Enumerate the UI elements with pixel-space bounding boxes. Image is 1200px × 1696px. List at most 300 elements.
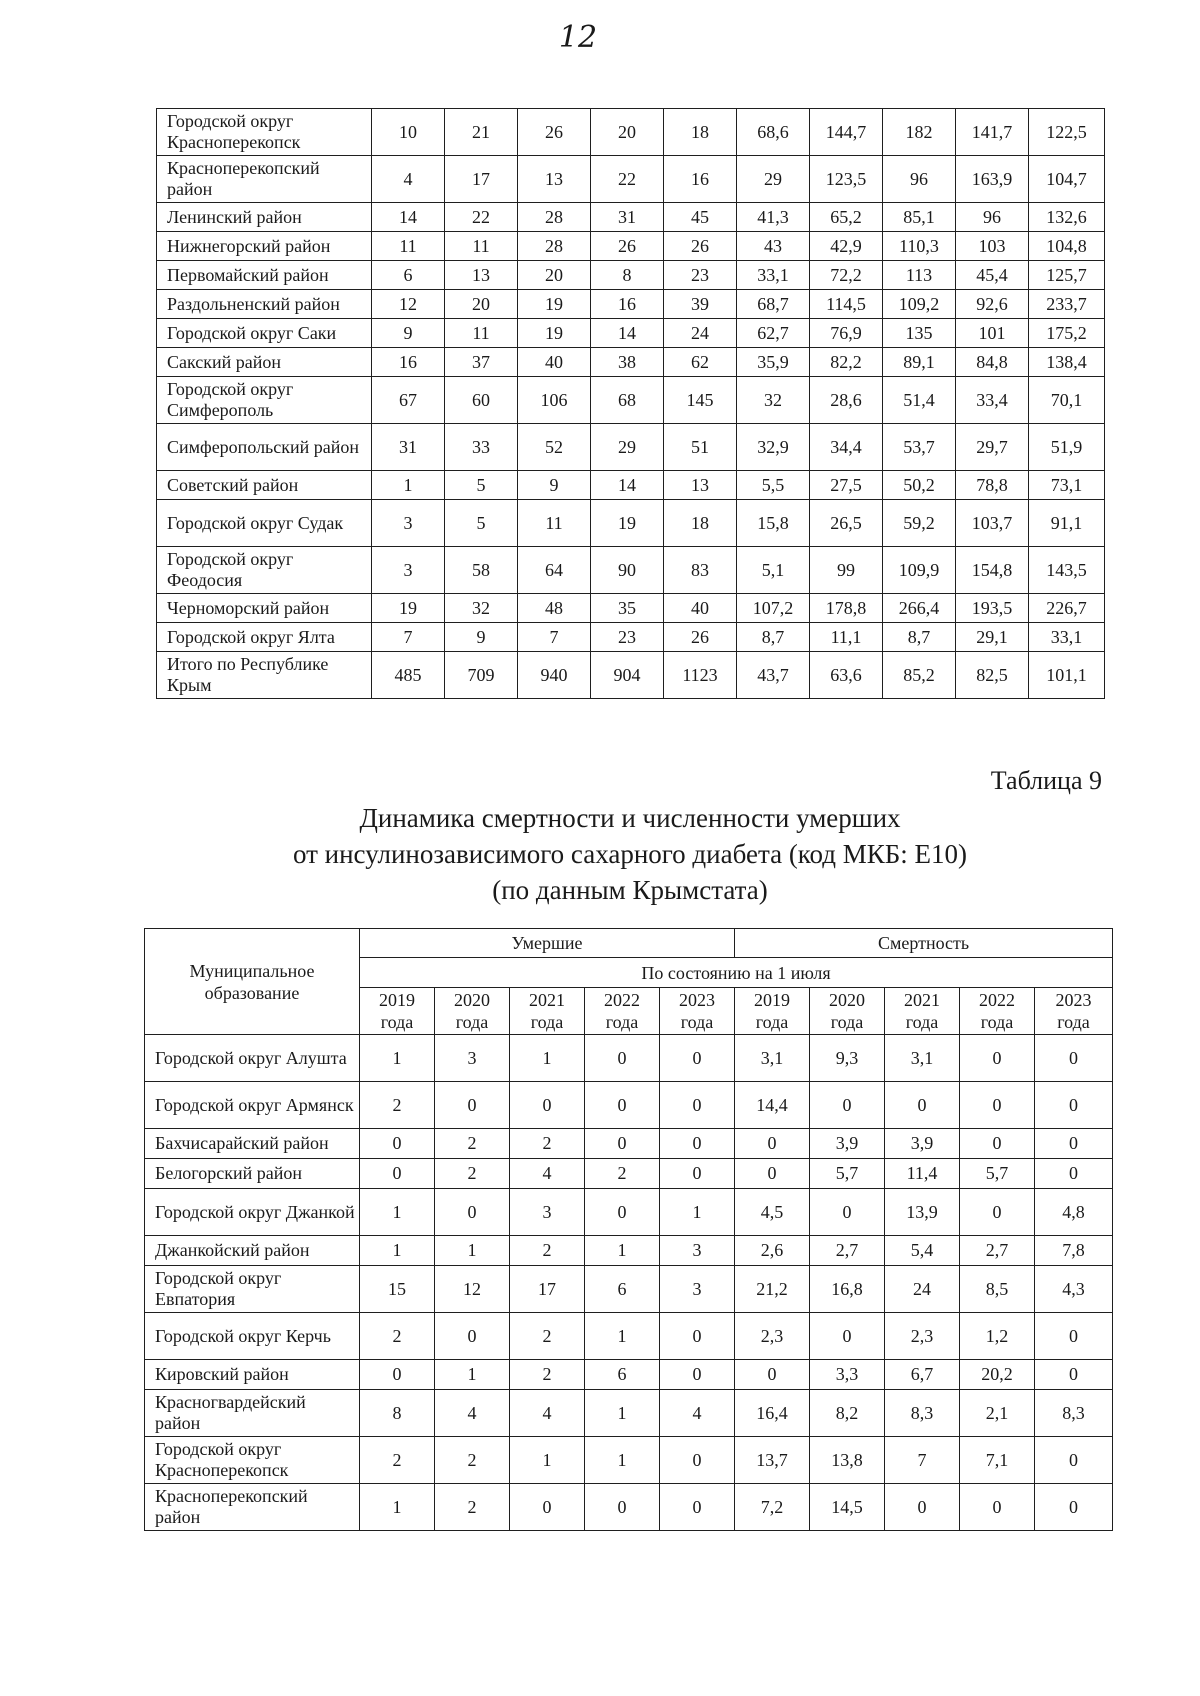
row-value: 1 bbox=[435, 1360, 510, 1390]
table-row bbox=[145, 1390, 1113, 1437]
year-header bbox=[660, 988, 735, 1035]
year-label: 2019 bbox=[754, 990, 790, 1010]
row-value: 9 bbox=[372, 319, 445, 348]
year-label: 2021 bbox=[904, 990, 940, 1010]
row-value: 27,5 bbox=[810, 471, 883, 500]
row-value: 4 bbox=[510, 1390, 585, 1437]
row-value: 26 bbox=[518, 109, 591, 156]
row-value: 64 bbox=[518, 547, 591, 594]
row-value: 0 bbox=[585, 1082, 660, 1129]
row-value: 16 bbox=[664, 156, 737, 203]
row-value: 138,4 bbox=[1029, 348, 1105, 377]
row-value: 0 bbox=[510, 1082, 585, 1129]
row-value: 101 bbox=[956, 319, 1029, 348]
row-value: 113 bbox=[883, 261, 956, 290]
row-value: 1 bbox=[660, 1189, 735, 1236]
row-value: 3,9 bbox=[810, 1129, 885, 1159]
year-header bbox=[360, 988, 435, 1035]
row-value: 33,1 bbox=[1029, 623, 1105, 652]
row-value: 91,1 bbox=[1029, 500, 1105, 547]
row-value: 2 bbox=[510, 1129, 585, 1159]
row-value: 1 bbox=[360, 1236, 435, 1266]
table-row bbox=[145, 1129, 1113, 1159]
row-value: 32 bbox=[445, 594, 518, 623]
row-value: 2 bbox=[585, 1159, 660, 1189]
row-value: 26 bbox=[591, 232, 664, 261]
row-name: Городской округ Евпатория bbox=[145, 1266, 360, 1313]
row-value: 35 bbox=[591, 594, 664, 623]
row-value: 2,7 bbox=[810, 1236, 885, 1266]
row-value: 24 bbox=[664, 319, 737, 348]
row-value: 13,8 bbox=[810, 1437, 885, 1484]
row-value: 2,3 bbox=[885, 1313, 960, 1360]
row-value: 2 bbox=[510, 1313, 585, 1360]
row-name: Городской округ Саки bbox=[157, 319, 372, 348]
row-value: 0 bbox=[1035, 1437, 1113, 1484]
row-name: Первомайский район bbox=[157, 261, 372, 290]
year-label: 2021 bbox=[529, 990, 565, 1010]
row-value: 99 bbox=[810, 547, 883, 594]
row-value: 62,7 bbox=[737, 319, 810, 348]
row-value: 7 bbox=[885, 1437, 960, 1484]
row-value: 0 bbox=[735, 1129, 810, 1159]
table-title bbox=[180, 800, 1080, 908]
table-row bbox=[145, 1484, 1113, 1531]
row-value: 78,8 bbox=[956, 471, 1029, 500]
row-value: 0 bbox=[360, 1129, 435, 1159]
year-header bbox=[510, 988, 585, 1035]
row-value: 39 bbox=[664, 290, 737, 319]
row-value: 21 bbox=[445, 109, 518, 156]
row-value: 0 bbox=[960, 1035, 1035, 1082]
row-value: 0 bbox=[810, 1082, 885, 1129]
row-value: 48 bbox=[518, 594, 591, 623]
row-value: 33,1 bbox=[737, 261, 810, 290]
row-name: Городской округ Феодосия bbox=[157, 547, 372, 594]
row-value: 3 bbox=[660, 1236, 735, 1266]
row-value: 2 bbox=[360, 1437, 435, 1484]
row-value: 11 bbox=[445, 232, 518, 261]
row-value: 904 bbox=[591, 652, 664, 699]
row-value: 23 bbox=[664, 261, 737, 290]
row-value: 107,2 bbox=[737, 594, 810, 623]
continued-table bbox=[156, 108, 1105, 699]
row-value: 0 bbox=[435, 1189, 510, 1236]
row-value: 4 bbox=[660, 1390, 735, 1437]
diabetes-mortality-table bbox=[144, 928, 1113, 1531]
row-value: 18 bbox=[664, 109, 737, 156]
row-value: 16,4 bbox=[735, 1390, 810, 1437]
row-value: 0 bbox=[660, 1035, 735, 1082]
row-value: 43,7 bbox=[737, 652, 810, 699]
row-value: 0 bbox=[960, 1082, 1035, 1129]
year-suffix: года bbox=[830, 1012, 864, 1032]
row-value: 114,5 bbox=[810, 290, 883, 319]
row-value: 14 bbox=[372, 203, 445, 232]
row-value: 109,2 bbox=[883, 290, 956, 319]
continued-table-body bbox=[157, 109, 1105, 699]
row-value: 106 bbox=[518, 377, 591, 424]
page-number: 12 bbox=[558, 20, 598, 55]
row-value: 709 bbox=[445, 652, 518, 699]
row-value: 96 bbox=[956, 203, 1029, 232]
row-value: 14 bbox=[591, 319, 664, 348]
year-label: 2019 bbox=[379, 990, 415, 1010]
row-value: 29 bbox=[591, 424, 664, 471]
table-row bbox=[145, 1313, 1113, 1360]
row-value: 135 bbox=[883, 319, 956, 348]
row-value: 5 bbox=[445, 471, 518, 500]
row-value: 13 bbox=[445, 261, 518, 290]
row-value: 13 bbox=[518, 156, 591, 203]
row-value: 7,1 bbox=[960, 1437, 1035, 1484]
row-value: 7 bbox=[518, 623, 591, 652]
row-value: 15 bbox=[360, 1266, 435, 1313]
row-value: 0 bbox=[660, 1159, 735, 1189]
row-value: 19 bbox=[372, 594, 445, 623]
table-row bbox=[157, 424, 1105, 471]
table-row bbox=[157, 232, 1105, 261]
table-row bbox=[157, 623, 1105, 652]
table-row bbox=[157, 109, 1105, 156]
row-value: 84,8 bbox=[956, 348, 1029, 377]
row-value: 8,3 bbox=[1035, 1390, 1113, 1437]
row-value: 0 bbox=[435, 1313, 510, 1360]
row-value: 0 bbox=[660, 1360, 735, 1390]
row-value: 103 bbox=[956, 232, 1029, 261]
row-value: 85,1 bbox=[883, 203, 956, 232]
row-value: 83 bbox=[664, 547, 737, 594]
row-value: 226,7 bbox=[1029, 594, 1105, 623]
row-value: 40 bbox=[518, 348, 591, 377]
row-value: 3 bbox=[660, 1266, 735, 1313]
row-value: 26 bbox=[664, 232, 737, 261]
row-value: 123,5 bbox=[810, 156, 883, 203]
row-value: 51,4 bbox=[883, 377, 956, 424]
row-value: 60 bbox=[445, 377, 518, 424]
row-value: 0 bbox=[1035, 1035, 1113, 1082]
row-value: 1,2 bbox=[960, 1313, 1035, 1360]
row-value: 3 bbox=[435, 1035, 510, 1082]
row-value: 0 bbox=[660, 1129, 735, 1159]
year-label: 2023 bbox=[679, 990, 715, 1010]
row-value: 68 bbox=[591, 377, 664, 424]
row-value: 2,1 bbox=[960, 1390, 1035, 1437]
row-value: 18 bbox=[664, 500, 737, 547]
year-header bbox=[435, 988, 510, 1035]
year-label: 2020 bbox=[454, 990, 490, 1010]
row-value: 7,8 bbox=[1035, 1236, 1113, 1266]
row-value: 6 bbox=[585, 1266, 660, 1313]
row-value: 2,3 bbox=[735, 1313, 810, 1360]
title-line-1: Динамика смертности и численности умерших bbox=[359, 803, 901, 833]
year-suffix: года bbox=[605, 1012, 639, 1032]
row-name: Советский район bbox=[157, 471, 372, 500]
year-header bbox=[810, 988, 885, 1035]
row-value: 68,7 bbox=[737, 290, 810, 319]
table-row bbox=[157, 652, 1105, 699]
row-value: 8,2 bbox=[810, 1390, 885, 1437]
row-value: 14 bbox=[591, 471, 664, 500]
row-value: 45,4 bbox=[956, 261, 1029, 290]
row-value: 3,1 bbox=[885, 1035, 960, 1082]
year-suffix: года bbox=[980, 1012, 1014, 1032]
table-row bbox=[157, 261, 1105, 290]
row-value: 0 bbox=[1035, 1360, 1113, 1390]
title-line-2: от инсулинозависимого сахарного диабета (код МКБ: Е10) bbox=[292, 839, 968, 869]
row-value: 17 bbox=[445, 156, 518, 203]
row-value: 0 bbox=[660, 1437, 735, 1484]
row-value: 11,1 bbox=[810, 623, 883, 652]
row-value: 62 bbox=[664, 348, 737, 377]
row-name: Бахчисарайский район bbox=[145, 1129, 360, 1159]
row-value: 0 bbox=[1035, 1159, 1113, 1189]
row-value: 52 bbox=[518, 424, 591, 471]
row-value: 38 bbox=[591, 348, 664, 377]
year-suffix: года bbox=[680, 1012, 714, 1032]
row-value: 132,6 bbox=[1029, 203, 1105, 232]
table-label: Таблица 9 bbox=[990, 766, 1102, 795]
row-value: 92,6 bbox=[956, 290, 1029, 319]
year-label: 2020 bbox=[829, 990, 865, 1010]
row-value: 32,9 bbox=[737, 424, 810, 471]
row-value: 8 bbox=[360, 1390, 435, 1437]
table-row bbox=[157, 156, 1105, 203]
row-value: 4 bbox=[435, 1390, 510, 1437]
row-value: 0 bbox=[360, 1360, 435, 1390]
row-value: 41,3 bbox=[737, 203, 810, 232]
row-value: 50,2 bbox=[883, 471, 956, 500]
row-value: 9,3 bbox=[810, 1035, 885, 1082]
row-value: 0 bbox=[1035, 1129, 1113, 1159]
row-value: 0 bbox=[660, 1313, 735, 1360]
row-value: 51 bbox=[664, 424, 737, 471]
row-value: 26,5 bbox=[810, 500, 883, 547]
row-value: 42,9 bbox=[810, 232, 883, 261]
row-value: 0 bbox=[960, 1129, 1035, 1159]
table-row bbox=[157, 203, 1105, 232]
row-value: 5,5 bbox=[737, 471, 810, 500]
row-value: 19 bbox=[518, 319, 591, 348]
row-value: 1 bbox=[360, 1189, 435, 1236]
row-value: 16,8 bbox=[810, 1266, 885, 1313]
row-name: Городской округ Красноперекопск bbox=[157, 109, 372, 156]
row-value: 6,7 bbox=[885, 1360, 960, 1390]
row-value: 32 bbox=[737, 377, 810, 424]
row-value: 22 bbox=[591, 156, 664, 203]
row-value: 28 bbox=[518, 203, 591, 232]
row-value: 16 bbox=[372, 348, 445, 377]
row-value: 0 bbox=[735, 1360, 810, 1390]
row-value: 175,2 bbox=[1029, 319, 1105, 348]
row-value: 6 bbox=[585, 1360, 660, 1390]
row-value: 90 bbox=[591, 547, 664, 594]
row-value: 0 bbox=[810, 1313, 885, 1360]
row-name: Красноперекопский район bbox=[145, 1484, 360, 1531]
row-value: 68,6 bbox=[737, 109, 810, 156]
row-value: 29,1 bbox=[956, 623, 1029, 652]
row-name: Кировский район bbox=[145, 1360, 360, 1390]
row-value: 4 bbox=[510, 1159, 585, 1189]
row-value: 59,2 bbox=[883, 500, 956, 547]
row-value: 43 bbox=[737, 232, 810, 261]
row-value: 11 bbox=[372, 232, 445, 261]
row-value: 3 bbox=[510, 1189, 585, 1236]
row-value: 0 bbox=[1035, 1484, 1113, 1531]
row-value: 8 bbox=[591, 261, 664, 290]
row-value: 5,4 bbox=[885, 1236, 960, 1266]
table-row bbox=[145, 1159, 1113, 1189]
row-value: 13 bbox=[664, 471, 737, 500]
row-value: 31 bbox=[372, 424, 445, 471]
row-value: 0 bbox=[660, 1082, 735, 1129]
row-value: 85,2 bbox=[883, 652, 956, 699]
table-row bbox=[157, 594, 1105, 623]
group-header-deaths: Умершие bbox=[360, 929, 735, 958]
row-value: 0 bbox=[885, 1082, 960, 1129]
row-name: Итого по Республике Крым bbox=[157, 652, 372, 699]
row-name: Городской округ Керчь bbox=[145, 1313, 360, 1360]
table-row bbox=[157, 547, 1105, 594]
row-value: 17 bbox=[510, 1266, 585, 1313]
table-row bbox=[145, 1189, 1113, 1236]
row-value: 0 bbox=[585, 1035, 660, 1082]
row-value: 0 bbox=[810, 1189, 885, 1236]
row-value: 110,3 bbox=[883, 232, 956, 261]
row-value: 2 bbox=[360, 1082, 435, 1129]
table-row bbox=[157, 377, 1105, 424]
row-value: 28 bbox=[518, 232, 591, 261]
row-value: 14,5 bbox=[810, 1484, 885, 1531]
row-value: 6 bbox=[372, 261, 445, 290]
row-value: 22 bbox=[445, 203, 518, 232]
year-label: 2023 bbox=[1055, 990, 1092, 1010]
row-name: Красноперекопский район bbox=[157, 156, 372, 203]
row-name: Сакский район bbox=[157, 348, 372, 377]
row-name: Белогорский район bbox=[145, 1159, 360, 1189]
row-value: 8,7 bbox=[737, 623, 810, 652]
row-value: 182 bbox=[883, 109, 956, 156]
year-suffix: года bbox=[530, 1012, 564, 1032]
row-value: 12 bbox=[435, 1266, 510, 1313]
row-value: 23 bbox=[591, 623, 664, 652]
row-value: 8,3 bbox=[885, 1390, 960, 1437]
row-name: Нижнегорский район bbox=[157, 232, 372, 261]
row-value: 12 bbox=[372, 290, 445, 319]
row-value: 31 bbox=[591, 203, 664, 232]
row-value: 5 bbox=[445, 500, 518, 547]
row-value: 8,7 bbox=[883, 623, 956, 652]
row-value: 19 bbox=[518, 290, 591, 319]
row-value: 940 bbox=[518, 652, 591, 699]
table-row bbox=[157, 500, 1105, 547]
row-value: 1 bbox=[372, 471, 445, 500]
row-value: 0 bbox=[885, 1484, 960, 1531]
row-value: 82,5 bbox=[956, 652, 1029, 699]
row-value: 3 bbox=[372, 547, 445, 594]
row-value: 154,8 bbox=[956, 547, 1029, 594]
row-name: Джанкойский район bbox=[145, 1236, 360, 1266]
row-value: 37 bbox=[445, 348, 518, 377]
table-row bbox=[157, 348, 1105, 377]
row-value: 2 bbox=[435, 1437, 510, 1484]
row-value: 485 bbox=[372, 652, 445, 699]
year-header bbox=[885, 988, 960, 1035]
row-value: 0 bbox=[585, 1189, 660, 1236]
row-value: 193,5 bbox=[956, 594, 1029, 623]
row-value: 0 bbox=[435, 1082, 510, 1129]
row-value: 125,7 bbox=[1029, 261, 1105, 290]
row-value: 2 bbox=[360, 1313, 435, 1360]
row-value: 163,9 bbox=[956, 156, 1029, 203]
row-value: 20 bbox=[518, 261, 591, 290]
year-suffix: года bbox=[455, 1012, 489, 1032]
row-value: 29 bbox=[737, 156, 810, 203]
row-value: 3,3 bbox=[810, 1360, 885, 1390]
row-name: Красногвардейский район bbox=[145, 1390, 360, 1437]
row-value: 3,9 bbox=[885, 1129, 960, 1159]
table-row bbox=[157, 319, 1105, 348]
row-value: 2,6 bbox=[735, 1236, 810, 1266]
row-value: 13,9 bbox=[885, 1189, 960, 1236]
row-value: 16 bbox=[591, 290, 664, 319]
row-value: 20,2 bbox=[960, 1360, 1035, 1390]
row-value: 4 bbox=[372, 156, 445, 203]
row-value: 104,7 bbox=[1029, 156, 1105, 203]
year-header bbox=[960, 988, 1035, 1035]
row-value: 82,2 bbox=[810, 348, 883, 377]
row-value: 1 bbox=[585, 1437, 660, 1484]
table-row bbox=[145, 1437, 1113, 1484]
row-value: 5,7 bbox=[960, 1159, 1035, 1189]
row-value: 10 bbox=[372, 109, 445, 156]
table-row bbox=[145, 1266, 1113, 1313]
row-name: Городской округ Ялта bbox=[157, 623, 372, 652]
row-value: 76,9 bbox=[810, 319, 883, 348]
row-value: 7,2 bbox=[735, 1484, 810, 1531]
row-value: 96 bbox=[883, 156, 956, 203]
row-value: 24 bbox=[885, 1266, 960, 1313]
row-value: 1 bbox=[585, 1313, 660, 1360]
row-name: Городской округ Армянск bbox=[145, 1082, 360, 1129]
row-value: 51,9 bbox=[1029, 424, 1105, 471]
row-value: 13,7 bbox=[735, 1437, 810, 1484]
row-name: Городской округ Симферополь bbox=[157, 377, 372, 424]
row-value: 2 bbox=[435, 1484, 510, 1531]
row-value: 266,4 bbox=[883, 594, 956, 623]
row-name: Городской округ Джанкой bbox=[145, 1189, 360, 1236]
row-value: 0 bbox=[735, 1159, 810, 1189]
row-value: 72,2 bbox=[810, 261, 883, 290]
table-row bbox=[145, 1360, 1113, 1390]
diabetes-mortality-table-body bbox=[145, 1035, 1113, 1531]
table-row bbox=[157, 471, 1105, 500]
row-value: 1 bbox=[585, 1236, 660, 1266]
row-value: 21,2 bbox=[735, 1266, 810, 1313]
row-value: 45 bbox=[664, 203, 737, 232]
row-value: 9 bbox=[445, 623, 518, 652]
row-value: 233,7 bbox=[1029, 290, 1105, 319]
date-header: По состоянию на 1 июля bbox=[360, 958, 1113, 988]
row-value: 34,4 bbox=[810, 424, 883, 471]
row-value: 35,9 bbox=[737, 348, 810, 377]
row-value: 67 bbox=[372, 377, 445, 424]
row-value: 143,5 bbox=[1029, 547, 1105, 594]
row-value: 29,7 bbox=[956, 424, 1029, 471]
row-name: Черноморский район bbox=[157, 594, 372, 623]
row-value: 3,1 bbox=[735, 1035, 810, 1082]
row-value: 144,7 bbox=[810, 109, 883, 156]
